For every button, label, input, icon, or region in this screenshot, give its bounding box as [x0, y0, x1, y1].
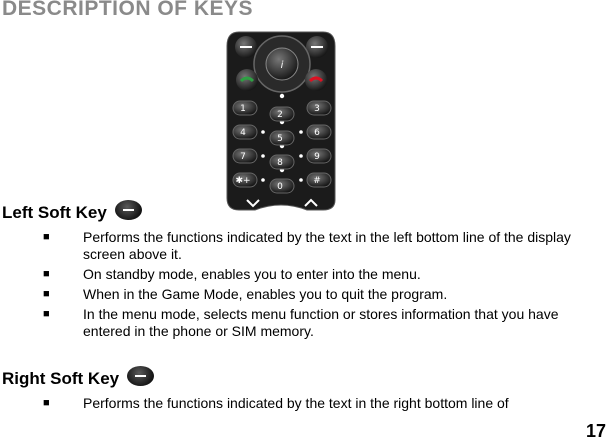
key-9: 9 [314, 152, 320, 162]
key-3: 3 [314, 104, 320, 114]
list-item: ■ In the menu mode, selects menu function or stores information that you have entered in the phone or SIM memory. [43, 306, 559, 339]
right-soft-key-title: Right Soft Key [2, 369, 154, 389]
keypad-end-key [305, 69, 327, 91]
key-hash: # [313, 176, 321, 186]
key-8: 8 [277, 158, 283, 168]
key-1: 1 [240, 104, 246, 114]
list-item: ■ When in the Game Mode, enables you to quit the program. [43, 286, 448, 302]
list-item: ■ Performs the functions indicated by the text in the right bottom line of [43, 395, 509, 411]
key-0: 0 [277, 182, 283, 192]
key-2: 2 [277, 110, 283, 120]
left-soft-key-icon [115, 200, 142, 220]
keypad-send-key [236, 69, 258, 91]
key-7: 7 [240, 152, 246, 162]
center-key-label: i [280, 60, 284, 71]
right-soft-key-list [0, 395, 612, 415]
right-soft-key-icon [127, 366, 154, 386]
page-heading: DESCRIPTION OF KEYS [2, 0, 254, 20]
page-number: 17 [585, 421, 606, 441]
key-5: 5 [277, 134, 283, 144]
left-soft-key-title: Left Soft Key [2, 203, 142, 223]
keypad-illustration [225, 30, 337, 212]
list-item: ■ On standby mode, enables you to enter into the menu. [43, 266, 421, 282]
key-6: 6 [314, 128, 320, 138]
key-star: ✱+ [235, 176, 251, 186]
list-item: ■ Performs the functions indicated by the text in the left bottom line of the display screen above it. [43, 229, 571, 262]
key-4: 4 [240, 128, 246, 138]
left-soft-key-list [0, 229, 612, 343]
